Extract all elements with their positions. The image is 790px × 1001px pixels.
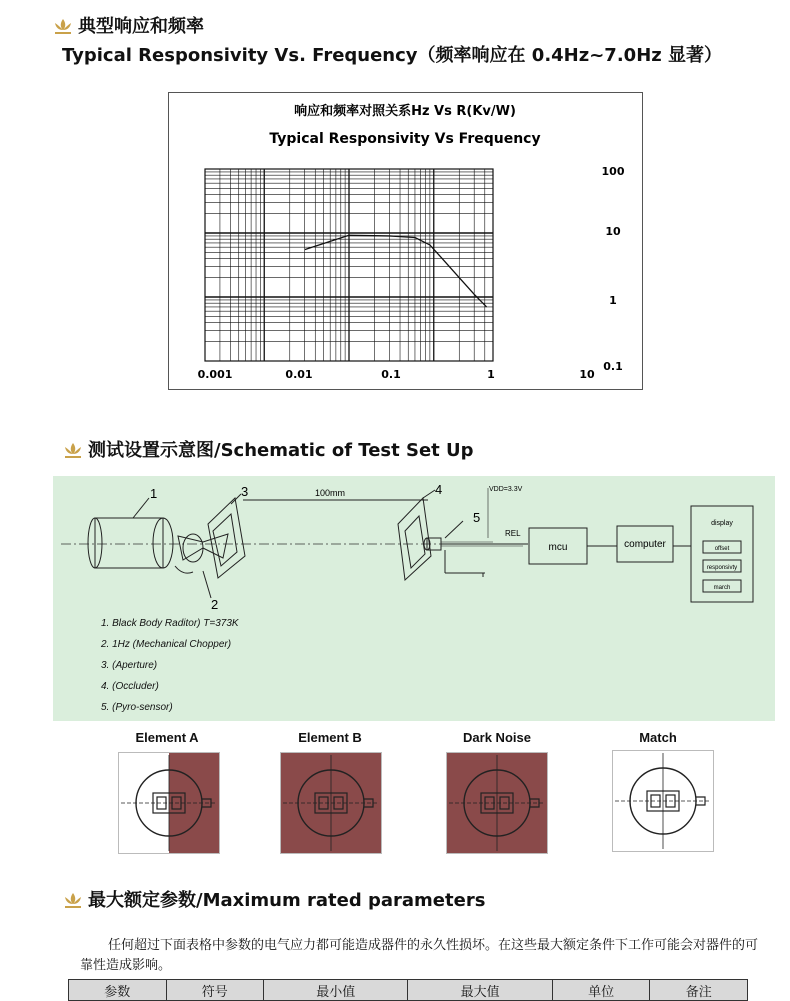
legend-item: 4. (Occluder) — [101, 681, 159, 692]
x-tick-label: 0.001 — [197, 368, 233, 381]
responsivity-label: responsivty — [706, 565, 738, 571]
y-tick-label: 100 — [601, 165, 625, 178]
section-title-text: 测试设置示意图/Schematic of Test Set Up — [88, 440, 474, 461]
lotus-logo-icon — [62, 891, 84, 909]
x-tick-label: 1 — [487, 368, 495, 381]
chart-canvas — [169, 93, 642, 389]
vdd-label: VDD=3.3V — [489, 486, 523, 493]
distance-label: 100mm — [315, 488, 346, 498]
section-title-text: 最大额定参数/Maximum rated parameters — [88, 890, 486, 911]
computer-label: computer — [624, 539, 666, 550]
legend-item: 3. (Aperture) — [101, 660, 158, 671]
legend-item: 5. (Pyro-sensor) — [101, 702, 173, 713]
x-tick-label: 10 — [579, 368, 595, 381]
lotus-logo-icon — [52, 17, 74, 35]
schematic-drawing — [53, 476, 775, 721]
legend-item: 1. Black Body Raditor) T=373K — [101, 618, 239, 629]
match-panel — [612, 750, 714, 852]
max-rated-table — [68, 979, 748, 1001]
element-b-panel — [280, 752, 382, 854]
table-header-cell: 最大值 — [408, 980, 552, 1001]
table-header-cell: 单位 — [552, 980, 650, 1001]
black-body-radiator — [88, 518, 173, 568]
responsivity-chart — [168, 92, 643, 390]
chart-subtitle: Typical Responsivity Vs Frequency — [269, 131, 541, 147]
mcu-label: mcu — [548, 542, 568, 553]
label-1: 1 — [150, 486, 158, 501]
x-tick-label: 0.01 — [285, 368, 313, 381]
section-title-text: 典型响应和频率 — [78, 16, 204, 37]
table-header-row — [69, 980, 748, 1001]
legend-item: 2. 1Hz (Mechanical Chopper) — [101, 639, 232, 650]
display-label: display — [711, 520, 733, 527]
section-subtitle: Typical Responsivity Vs. Frequency（频率响应在 0.4Hz~7.0Hz 显著） — [62, 45, 722, 66]
label-2: 2 — [211, 597, 219, 612]
element-a-panel — [118, 752, 220, 854]
chart-tick-labels — [198, 165, 625, 381]
aperture-plate — [208, 498, 245, 578]
chart-title: 响应和频率对照关系Hz Vs R(Kv/W) — [294, 104, 516, 119]
table-header-cell: 备注 — [650, 980, 748, 1001]
test-setup-schematic — [53, 476, 775, 721]
section-title-max-rated — [62, 886, 485, 912]
y-tick-label: 0.1 — [603, 360, 623, 373]
rel-label: REL — [505, 529, 521, 538]
chart-grid — [205, 169, 493, 361]
label-4: 4 — [435, 482, 443, 497]
section-title-schematic — [62, 436, 474, 462]
label-3: 3 — [241, 484, 249, 499]
lotus-logo-icon — [62, 441, 84, 459]
match-label: Match — [639, 730, 677, 745]
element-a-label: Element A — [135, 730, 199, 745]
mechanical-chopper — [175, 534, 228, 573]
element-b-label: Element B — [298, 730, 362, 745]
section-title-response — [52, 12, 204, 38]
dark-noise-panel — [446, 752, 548, 854]
match-label: march — [713, 585, 731, 591]
dark-noise-label: Dark Noise — [463, 730, 531, 745]
label-5: 5 — [473, 510, 481, 525]
offset-label: offset — [714, 546, 730, 552]
x-tick-label: 0.1 — [381, 368, 401, 381]
table-header-cell: 最小值 — [264, 980, 408, 1001]
y-tick-label: 1 — [609, 294, 617, 307]
y-tick-label: 10 — [605, 225, 621, 238]
table-header-cell: 参数 — [69, 980, 167, 1001]
occluder-plate — [398, 498, 431, 580]
table-header-cell: 符号 — [166, 980, 264, 1001]
max-rated-paragraph: 任何超过下面表格中参数的电气应力都可能造成器件的永久性损坏。在这些最大额定条件下工作可能会对器件的可靠性造成影响。 — [80, 938, 759, 973]
